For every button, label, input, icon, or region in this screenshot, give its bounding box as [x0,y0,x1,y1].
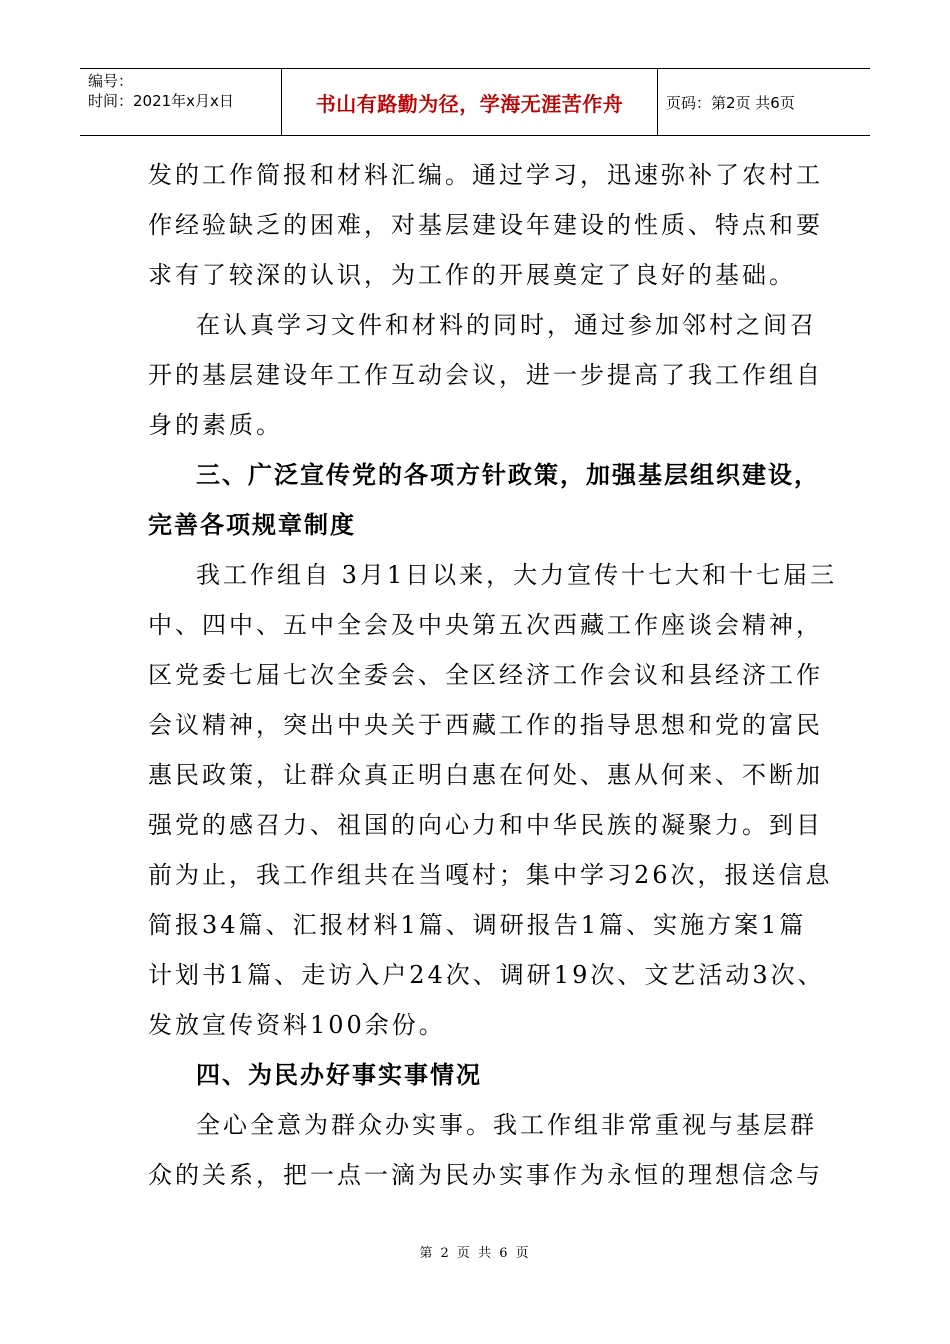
body-text-line: 众的关系，把一点一滴为民办实事作为永恒的理想信念与 [148,1161,823,1189]
body-text-line: 在认真学习文件和材料的同时，通过参加邻村之间召 [196,311,817,339]
body-text-line: 身的素质。 [148,411,283,439]
section-heading-line: 三、广泛宣传党的各项方针政策，加强基层组织建设， [196,461,820,489]
section-heading-line: 四、为民办好事实事情况 [196,1061,482,1089]
section-heading-line: 完善各项规章制度 [148,511,356,539]
body-text-line: 作经验缺乏的困难，对基层建设年建设的性质、特点和要 [148,211,823,239]
document-number-label: 编号： [88,72,134,90]
body-text-line: 我工作组自 3月1日以来，大力宣传十七大和十七届三 [196,561,838,589]
document-time-label: 时间：2021年x月x日 [88,92,234,110]
document-body [148,150,838,1200]
body-text-line: 区党委七届七次全委会、全区经济工作会议和县经济工作 [148,661,823,689]
body-text-line: 强党的感召力、祖国的向心力和中华民族的凝聚力。到目 [148,811,823,839]
body-text-line: 会议精神，突出中央关于西藏工作的指导思想和党的富民 [148,711,823,739]
page-footer: 第 2 页 共 6 页 [419,1246,531,1261]
document-header [80,68,870,136]
header-page-info: 页码：第2页 共6页 [666,93,795,112]
body-text-line: 求有了较深的认识，为工作的开展奠定了良好的基础。 [148,261,796,289]
body-text-line: 发的工作简报和材料汇编。通过学习，迅速弥补了农村工 [148,161,823,189]
body-text-line: 前为止，我工作组共在当嘎村；集中学习26次，报送信息 [148,861,833,889]
body-text-line: 计划书1篇、走访入户24次、调研19次、文艺活动3次、 [148,961,825,989]
body-text-line: 全心全意为群众办实事。我工作组非常重视与基层群 [196,1111,817,1139]
body-text-line: 简报34篇、汇报材料1篇、调研报告1篇、实施方案1篇 [148,911,807,939]
body-text-line: 开的基层建设年工作互动会议，进一步提高了我工作组自 [148,361,823,389]
header-motto: 书山有路勤为径，学海无涯苦作舟 [282,69,658,135]
body-text-line: 中、四中、五中全会及中央第五次西藏工作座谈会精神， [148,611,823,639]
body-text-line: 发放宣传资料100余份。 [148,1011,446,1039]
body-text-line: 惠民政策，让群众真正明白惠在何处、惠从何来、不断加 [148,761,823,789]
header-meta [80,69,282,135]
